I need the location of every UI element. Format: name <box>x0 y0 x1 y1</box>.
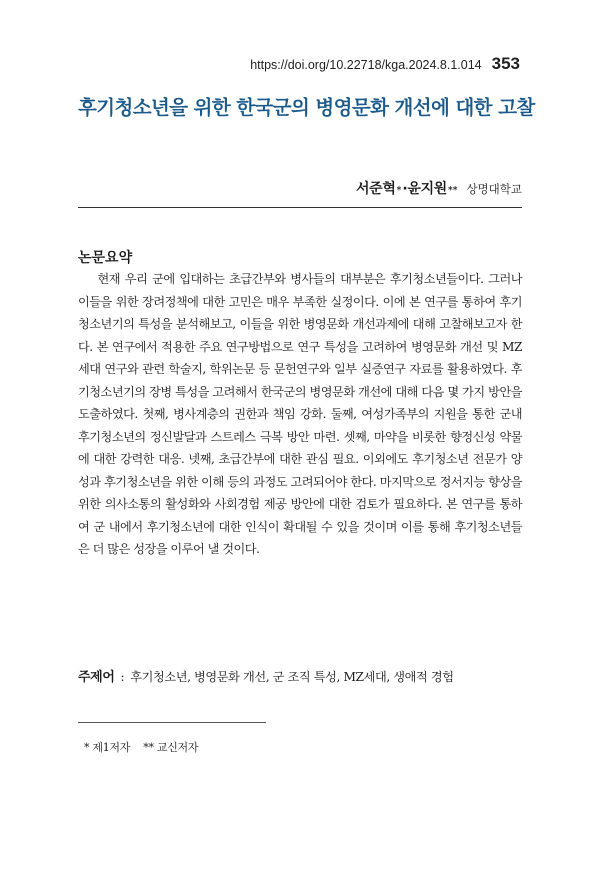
first-author-mark: * <box>396 186 402 196</box>
abstract-heading: 논문요약 <box>78 250 133 266</box>
footnote-first-author: * 제1저자 <box>84 741 131 754</box>
footnote <box>84 739 198 755</box>
keywords-text: 후기청소년, 병영문화 개선, 군 조직 특성, MZ세대, 생애적 경험 <box>130 670 454 684</box>
second-author-mark: ** <box>448 186 458 196</box>
doi-header <box>250 54 520 74</box>
footnote-corresponding-author: ** 교신저자 <box>143 741 199 754</box>
abstract-body: 현재 우리 군에 입대하는 초급간부와 병사들의 대부분은 후기청소년들이다. 그러나 이들을 위한 장려정책에 대한 고민은 매우 부족한 실정이다. 이에 본 연구를 통하여 후기청소년기의 특성을 분석해보고, 이들을 위한 병영문화 개선과제에 대해 고찰해보고자 한다. 본 연구에서 적용한 주요 연구방법으로 연구 특성을 고려하여 병영문화 개선 및 MZ 세대 연구와 관련 학술지, 학위논문 등 문헌연구와 일부 실증연구 자료를 활용하였다. 후기청소년기의 장병 특성을 고려해서 한국군의 병영문화 개선에 대해 다음 몇 가지 방안을 도출하였다. 첫째, 병사계층의 권한과 책임 강화. 둘째, 여성가족부의 지원을 통한 군내 후기청소년의 정신발달과 스트레스 극복 방안 마련. 셋째, 마약을 비롯한 향정신성 약물에 대한 강력한 대응. 넷째, 초급간부에 대한 관심 필요. 이외에도 후기청소년 전문가 양성과 후기청소년을 위한 이해 등의 과정도 고려되어야 한다. 마지막으로 정서지능 향상을 위한 의사소통의 활성화와 사회경험 제공 방안에 대한 검토가 필요하다. 본 연구를 통하여 군 내에서 후기청소년에 대한 인식이 확대될 수 있을 것이며 이를 통해 후기청소년들은 더 많은 성장을 이루어 낼 것이다. <box>78 272 522 556</box>
keywords-label: 주제어 <box>78 670 115 685</box>
keywords-colon: : <box>120 670 125 684</box>
first-author: 서준혁 <box>355 181 396 197</box>
author-separator: · <box>402 181 408 197</box>
author-affiliation: 상명대학교 <box>466 182 522 196</box>
second-author: 윤지원 <box>407 181 448 197</box>
paper-title: 후기청소년을 위한 한국군의 병영문화 개선에 대한 고찰 <box>78 96 535 119</box>
header-divider <box>78 207 522 208</box>
author-line <box>356 178 522 198</box>
keywords-line <box>78 666 538 685</box>
footnote-divider <box>78 722 266 723</box>
doi-link[interactable]: https://doi.org/10.22718/kga.2024.8.1.014 <box>250 58 482 72</box>
page-number: 353 <box>491 54 520 73</box>
